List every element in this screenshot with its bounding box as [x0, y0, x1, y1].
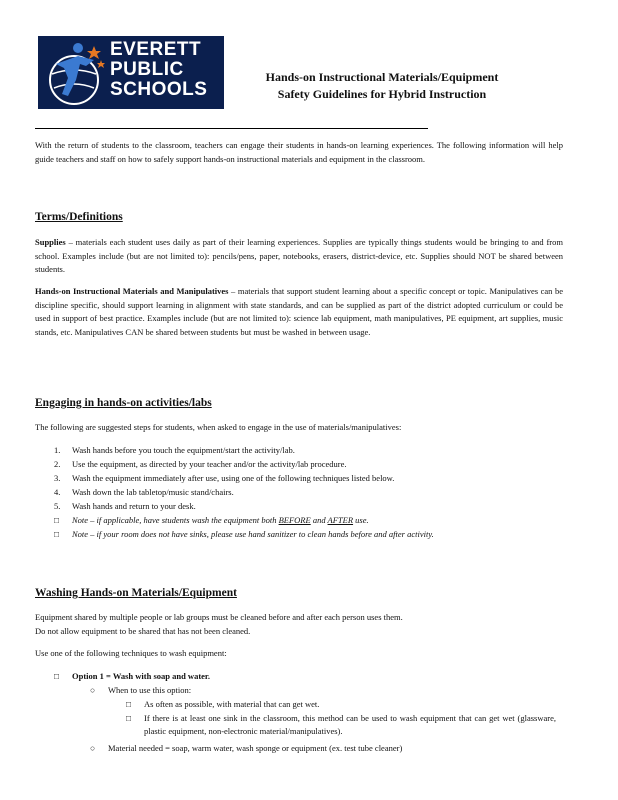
material-needed: Material needed = soap, warm water, wash sponge or equipment (ex. test tube cleaner) [108, 743, 403, 753]
manipulatives-text: – materials that support student learning about a specific concept or topic. Manipulatives can be discipline specific, should support learning in alignment with state standards, and can be supplied as part of the district adopted curriculum or could be used in support of best practice. Examples include (but are not limited to): science lab equipment, math manipulatives, PE equipment, art supplies, music stands, etc. Manipulatives CAN be shared between students but must be washed in between usage. [35, 286, 564, 337]
when-item-1: As often as possible, with material that can get wet. [144, 699, 320, 709]
note-bullet-icon: □ [54, 529, 60, 539]
step-number-1: 1. [54, 445, 61, 455]
note-1-and: and [310, 515, 328, 525]
step-5: Wash hands and return to your desk. [72, 501, 196, 511]
page-title-line-2: Safety Guidelines for Hybrid Instruction [277, 87, 487, 101]
title-divider [35, 128, 428, 129]
engaging-intro: The following are suggested steps for students, when asked to engage in the use of materials/manipulatives: [35, 422, 402, 432]
step-number-4: 4. [54, 487, 61, 497]
washing-shared-line: Equipment shared by multiple people or lab groups must be cleaned before and after each person uses them. [35, 612, 403, 622]
step-number-3: 3. [54, 473, 61, 483]
washing-techniques-intro: Use one of the following techniques to wash equipment: [35, 648, 227, 658]
note-1-suffix: use. [353, 515, 369, 525]
washing-not-cleaned-line: Do not allow equipment to be shared that has not been cleaned. [35, 626, 251, 636]
intro-paragraph: With the return of students to the classroom, teachers can engage their students in hands-on learning experiences. The following information will help guide teachers and staff on how to safely support hands-on instructional materials and equipment in the classroom. [35, 140, 563, 164]
note-1-after: AFTER [327, 515, 354, 525]
terms-heading: Terms/Definitions [35, 211, 123, 223]
supplies-term: Supplies [35, 237, 66, 247]
washing-heading: Washing Hands-on Materials/Equipment [35, 587, 237, 599]
note-1-prefix: Note – if applicable, have students wash the equipment both [72, 515, 279, 525]
when-item-2: If there is at least one sink in the classroom, this method can be used to wash equipment that can get wet (glassware, plastic equipment, non-electronic material/manipulatives). [144, 713, 556, 736]
note-1-before: BEFORE [278, 515, 311, 525]
note-hand-sanitizer: Note – if your room does not have sinks, please use hand sanitizer to clean hands before and after activity. [72, 529, 434, 539]
step-number-5: 5. [54, 501, 61, 511]
note-bullet-icon: □ [54, 515, 60, 525]
supplies-definition [35, 236, 563, 277]
globe-figure-icon [38, 36, 110, 109]
step-1: Wash hands before you touch the equipment/start the activity/lab. [72, 445, 295, 455]
manipulatives-definition [35, 285, 563, 339]
option-1: Option 1 = Wash with soap and water. [72, 671, 211, 681]
district-logo [38, 36, 224, 109]
note-before-after [72, 514, 552, 527]
page-title-line-1: Hands-on Instructional Materials/Equipment [265, 70, 499, 84]
circle-bullet-icon: ○ [90, 685, 96, 695]
logo-wordmark: EVERETT PUBLIC SCHOOLS [110, 39, 208, 100]
supplies-text: – materials each student uses daily as part of their learning experiences. Supplies are typically things students would be bringing to and from school. Examples include (but are not limited to): pencils/pens, paper, notebooks, erasers, district-device, etc. Supplies should NOT be shared between students. [35, 237, 563, 274]
manipulatives-term: Hands-on Instructional Materials and Manipulatives [35, 286, 229, 296]
step-4: Wash down the lab tabletop/music stand/chairs. [72, 487, 234, 497]
option-bullet-icon: □ [54, 671, 60, 681]
step-3: Wash the equipment immediately after use, using one of the following techniques listed below. [72, 473, 395, 483]
square-bullet-icon: □ [126, 699, 132, 709]
step-2: Use the equipment, as directed by your teacher and/or the activity/lab procedure. [72, 459, 347, 469]
circle-bullet-icon: ○ [90, 743, 96, 753]
step-number-2: 2. [54, 459, 61, 469]
square-bullet-icon: □ [126, 713, 132, 723]
engaging-heading: Engaging in hands-on activities/labs [35, 397, 212, 409]
when-to-use-label: When to use this option: [108, 685, 192, 695]
